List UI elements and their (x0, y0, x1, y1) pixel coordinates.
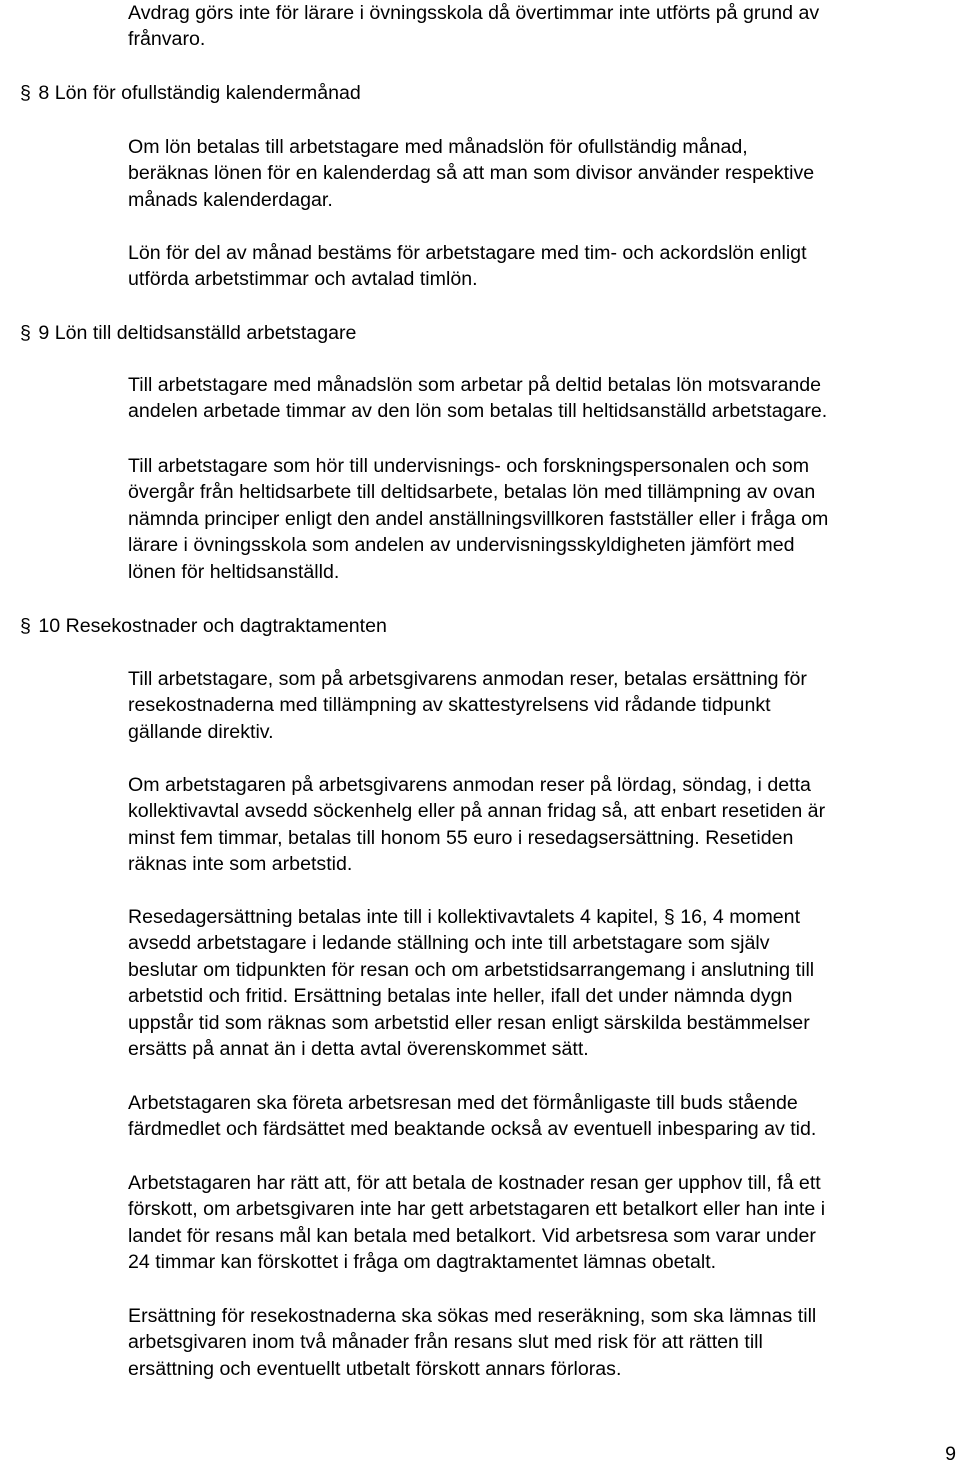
text-line: Avdrag görs inte för lärare i övningsskola då övertimmar inte utförts på grund av (128, 2, 820, 24)
section-8-paragraph-2 (128, 240, 960, 293)
section-10-paragraph-2 (128, 772, 960, 878)
text-line: lärare i övningsskola som andelen av undervisningsskyldigheten jämfört med (128, 534, 795, 557)
text-line: landet för resans mål kan betala med betalkort. Vid arbetsresa som varar under (128, 1224, 816, 1247)
text-line: andelen arbetade timmar av den lön som betalas till heltidsanställd arbetstagare. (128, 400, 828, 423)
text-line: ersätts på annat än i detta avtal överenskommet sätt. (128, 1038, 589, 1061)
text-line: resekostnaderna med tillämpning av skattestyrelsens vid rådande tidpunkt (128, 694, 771, 717)
text-line: månads kalenderdagar. (128, 188, 333, 211)
section-8-heading (20, 80, 361, 106)
section-symbol: § (20, 82, 31, 104)
text-fragment: 16, 4 moment (674, 906, 801, 928)
text-line: kollektivavtal avsedd söckenhelg eller på annan fridag så, att enbart resetiden är (128, 800, 826, 823)
section-9-heading (20, 320, 356, 346)
section-10-heading (20, 613, 387, 639)
text-line: nämnda principer enligt den andel anställningsvillkoren fastställer eller i fråga om (128, 507, 829, 530)
text-line: frånvaro. (128, 28, 206, 51)
text-line (128, 904, 960, 930)
section-10-paragraph-4 (128, 1090, 960, 1143)
text-line: uppstår tid som räknas som arbetstid eller resan enligt särskilda bestämmelser (128, 1011, 810, 1034)
text-line: 24 timmar kan förskottet i fråga om dagtraktamentet lämnas obetalt. (128, 1251, 717, 1274)
text-line: avsedd arbetstagare i ledande ställning och inte till arbetstagare som själv (128, 932, 770, 955)
section-10-paragraph-6 (128, 1303, 960, 1382)
text-line: Om arbetstagaren på arbetsgivarens anmodan reser på lördag, söndag, i detta (128, 774, 811, 796)
intro-paragraph (128, 0, 960, 53)
section-symbol: § (20, 322, 31, 344)
text-line: utförda arbetstimmar och avtalad timlön. (128, 268, 478, 291)
text-line: minst fem timmar, betalas till honom 55 euro i resedagsersättning. Resetiden (128, 826, 794, 849)
section-8-paragraph-1 (128, 134, 960, 213)
section-symbol: § (20, 615, 31, 637)
section-9-paragraph-2 (128, 453, 960, 585)
page-number: 9 (945, 1443, 956, 1465)
text-line: gällande direktiv. (128, 720, 274, 743)
text-line: Lön för del av månad bestäms för arbetstagare med tim- och ackordslön enligt (128, 242, 807, 264)
text-line: Till arbetstagare, som på arbetsgivarens anmodan reser, betalas ersättning för (128, 668, 807, 690)
text-line: Till arbetstagare som hör till undervisnings- och forskningspersonalen och som (128, 455, 810, 477)
text-line: beslutar om tidpunkten för resan och om arbetstidsarrangemang i anslutning till (128, 958, 815, 981)
section-10-title: 10 Resekostnader och dagtraktamenten (38, 615, 387, 637)
section-8-title: 8 Lön för ofullständig kalendermånad (38, 82, 361, 104)
text-line: lönen för heltidsanställd. (128, 560, 340, 583)
text-line: beräknas lönen för en kalenderdag så att man som divisor använder respektive (128, 162, 815, 185)
text-line: övergår från heltidsarbete till deltidsarbete, betalas lön med tillämpning av ovan (128, 481, 816, 504)
text-line: Arbetstagaren ska företa arbetsresan med det förmånligaste till buds stående (128, 1092, 798, 1114)
text-fragment: Resedagersättning betalas inte till i kollektivavtalets 4 kapitel, (128, 906, 664, 928)
section-10-paragraph-3 (128, 904, 960, 1062)
section-9-title: 9 Lön till deltidsanställd arbetstagare (38, 322, 357, 344)
text-line: arbetsgivaren inom två månader från resans slut med risk för att rätten till (128, 1331, 763, 1354)
text-line: färdmedlet och färdsättet med beaktande också av eventuell inbesparing av tid. (128, 1118, 817, 1141)
text-line: Arbetstagaren har rätt att, för att betala de kostnader resan ger upphov till, få ett (128, 1172, 821, 1194)
section-9-paragraph-1 (128, 372, 960, 425)
text-line: Ersättning för resekostnaderna ska sökas med reseräkning, som ska lämnas till (128, 1305, 817, 1327)
section-symbol: § (663, 906, 675, 928)
section-10-paragraph-5 (128, 1170, 960, 1276)
section-10-paragraph-1 (128, 666, 960, 745)
text-line: Om lön betalas till arbetstagare med månadslön för ofullständig månad, (128, 136, 748, 158)
text-line: arbetstid och fritid. Ersättning betalas inte heller, ifall det under nämnda dygn (128, 985, 793, 1008)
text-line: räknas inte som arbetstid. (128, 853, 353, 876)
text-line: ersättning och eventuellt utbetalt förskott annars förloras. (128, 1357, 622, 1380)
text-line: Till arbetstagare med månadslön som arbetar på deltid betalas lön motsvarande (128, 374, 822, 396)
text-line: förskott, om arbetsgivaren inte har gett arbetstagaren ett betalkort eller han inte i (128, 1198, 826, 1221)
